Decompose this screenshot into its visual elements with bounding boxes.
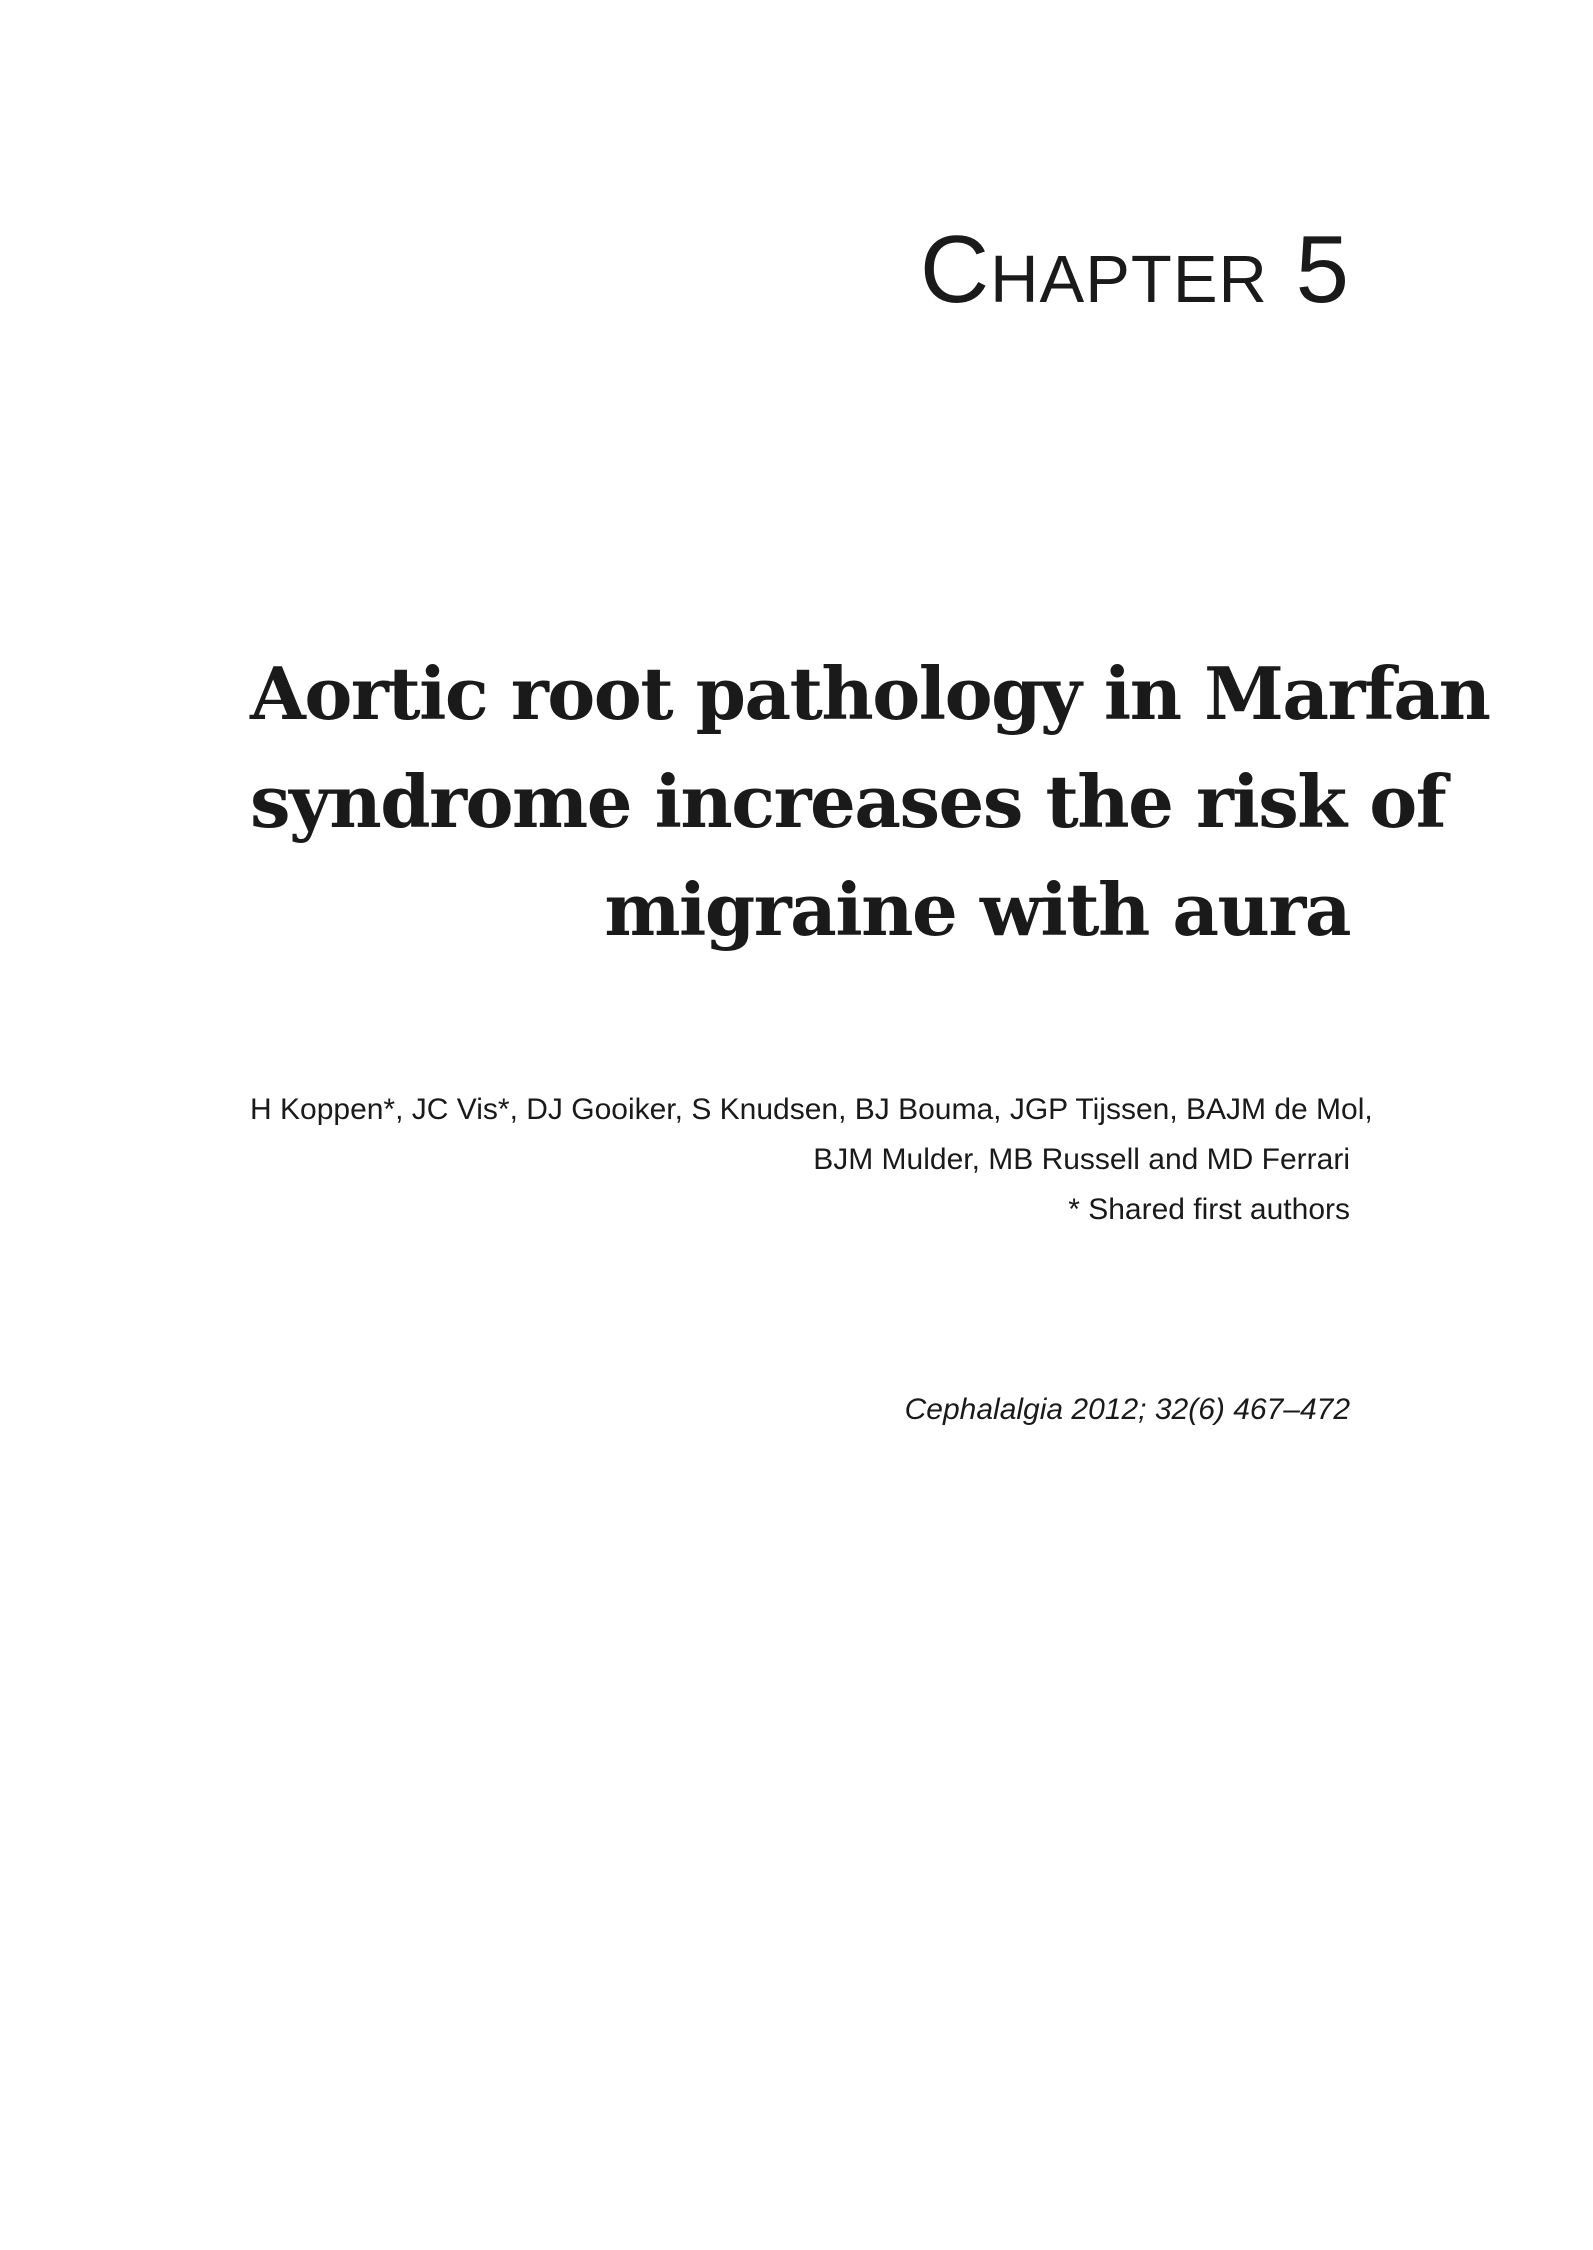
authors-line-2: BJM Mulder, MB Russell and MD Ferrari [813,1143,1350,1176]
chapter-heading [919,216,1350,323]
chapter-number: 5 [1295,216,1350,323]
article-title [250,640,1490,964]
title-line-2: syndrome increases the risk of [250,759,1446,844]
title-line-3: migraine with aura [604,867,1350,952]
journal-citation: Cephalalgia 2012; 32(6) 467–472 [904,1393,1350,1426]
title-line-1: Aortic root pathology in Marfan [250,651,1490,736]
shared-first-authors-note: * Shared first authors [1068,1193,1350,1226]
chapter-label: Chapter [919,216,1268,323]
authors-line-1: H Koppen*, JC Vis*, DJ Gooiker, S Knudsen, BJ Bouma, JGP Tijssen, BAJM de Mol, [250,1093,1373,1126]
author-list [250,1085,1373,1235]
